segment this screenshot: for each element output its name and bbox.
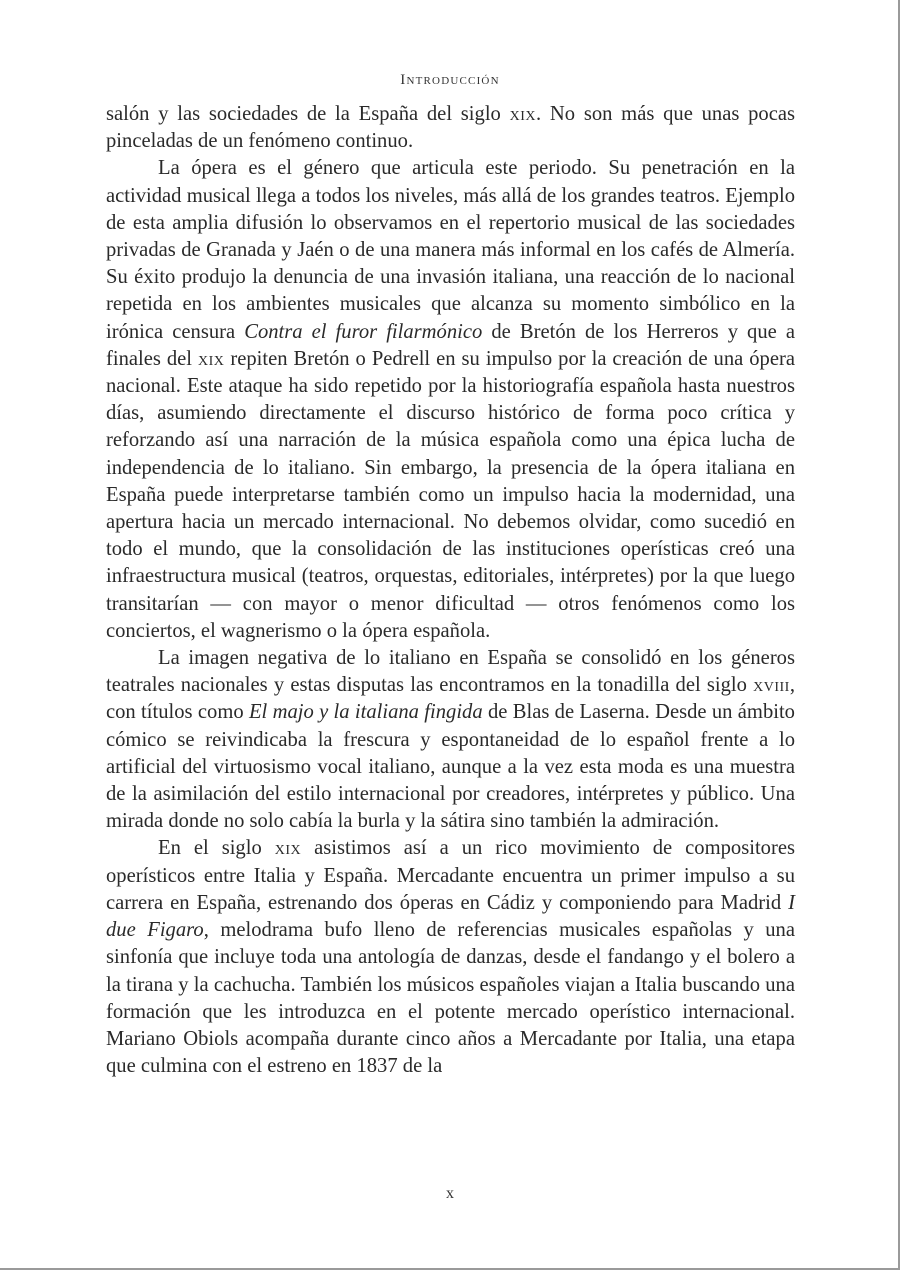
work-title: I due Figaro	[106, 891, 795, 942]
paragraph-nineteenth-century: En el siglo xix asistimos así a un rico movimiento de compositores operísticos entre Italia y España. Mercadante encuentra un primer impulso a su carrera en España, estrenando dos óperas en Cádiz y componiendo para Madrid I due Figaro, melodrama bufo lleno de referencias musicales españolas y una sinfonía que incluye toda una antología de danzas, desde el fandango y el bolero a la tirana y la cachucha. También los músicos españoles viajan a Italia buscando una formación que les introduzca en el potente mercado operístico internacional. Mariano Obiols acompaña durante cinco años a Mercadante por Italia, una etapa que culmina con el estreno en 1837 de la	[106, 837, 795, 1078]
body-text	[106, 101, 795, 1080]
century-numeral: xviii	[753, 674, 790, 697]
paragraph-italian-image: La imagen negativa de lo italiano en España se consolidó en los géneros teatrales nacionales y estas disputas las encontramos en la tonadilla del siglo xviii, con títulos como El majo y la italiana fingida de Blas de Laserna. Desde un ámbito cómico se reivindicaba la frescura y espontaneidad de lo español frente a lo artificial del virtuosismo vocal italiano, aunque a la vez esta moda es una muestra de la asimilación del estilo internacional por creadores, intérpretes y público. Una mirada donde no solo cabía la burla y la sátira sino también la admiración.	[106, 647, 795, 833]
running-head: Introducción	[400, 72, 500, 88]
page-number: x	[446, 1185, 454, 1202]
work-title: Contra el furor filarmónico	[244, 320, 483, 343]
paragraph-opera: La ópera es el género que articula este periodo. Su penetración en la actividad musical llega a todos los niveles, más allá de los grandes teatros. Ejemplo de esta amplia difusión lo observamos en el repertorio musical de las sociedades privadas de Granada y Jaén o de una manera más informal en los cafés de Almería. Su éxito produjo la denuncia de una invasión italiana, una reacción de lo nacional repetida en los ambientes musicales que alcanza su momento simbólico en la irónica censura Contra el furor filarmónico de Bretón de los Herreros y que a finales del xix repiten Bretón o Pedrell en su impulso por la creación de una ópera nacional. Este ataque ha sido repetido por la historiografía española hasta nuestros días, asumiendo directamente el discurso histórico de forma poco crítica y reforzando así una narración de la música española como una épica lucha de independencia de lo italiano. Sin embargo, la presencia de la ópera italiana en España puede interpretarse también como un impulso hacia la modernidad, una apertura hacia un mercado internacional. No debemos olvidar, como sucedió en todo el mundo, que la consolidación de las instituciones operísticas creó una infraestructura musical (teatros, orquestas, editoriales, intérpretes) por la que luego transitarían — con mayor o menor dificultad — otros fenómenos como los conciertos, el wagnerismo o la ópera española.	[106, 157, 795, 642]
work-title: El majo y la italiana fingida	[248, 701, 483, 724]
paragraph-continuation: salón y las sociedades de la España del siglo xix. No son más que unas pocas pinceladas de un fenómeno continuo.	[106, 103, 795, 153]
century-numeral: xix	[198, 347, 225, 370]
century-numeral: xix	[274, 837, 302, 860]
century-numeral: xix	[509, 103, 536, 125]
